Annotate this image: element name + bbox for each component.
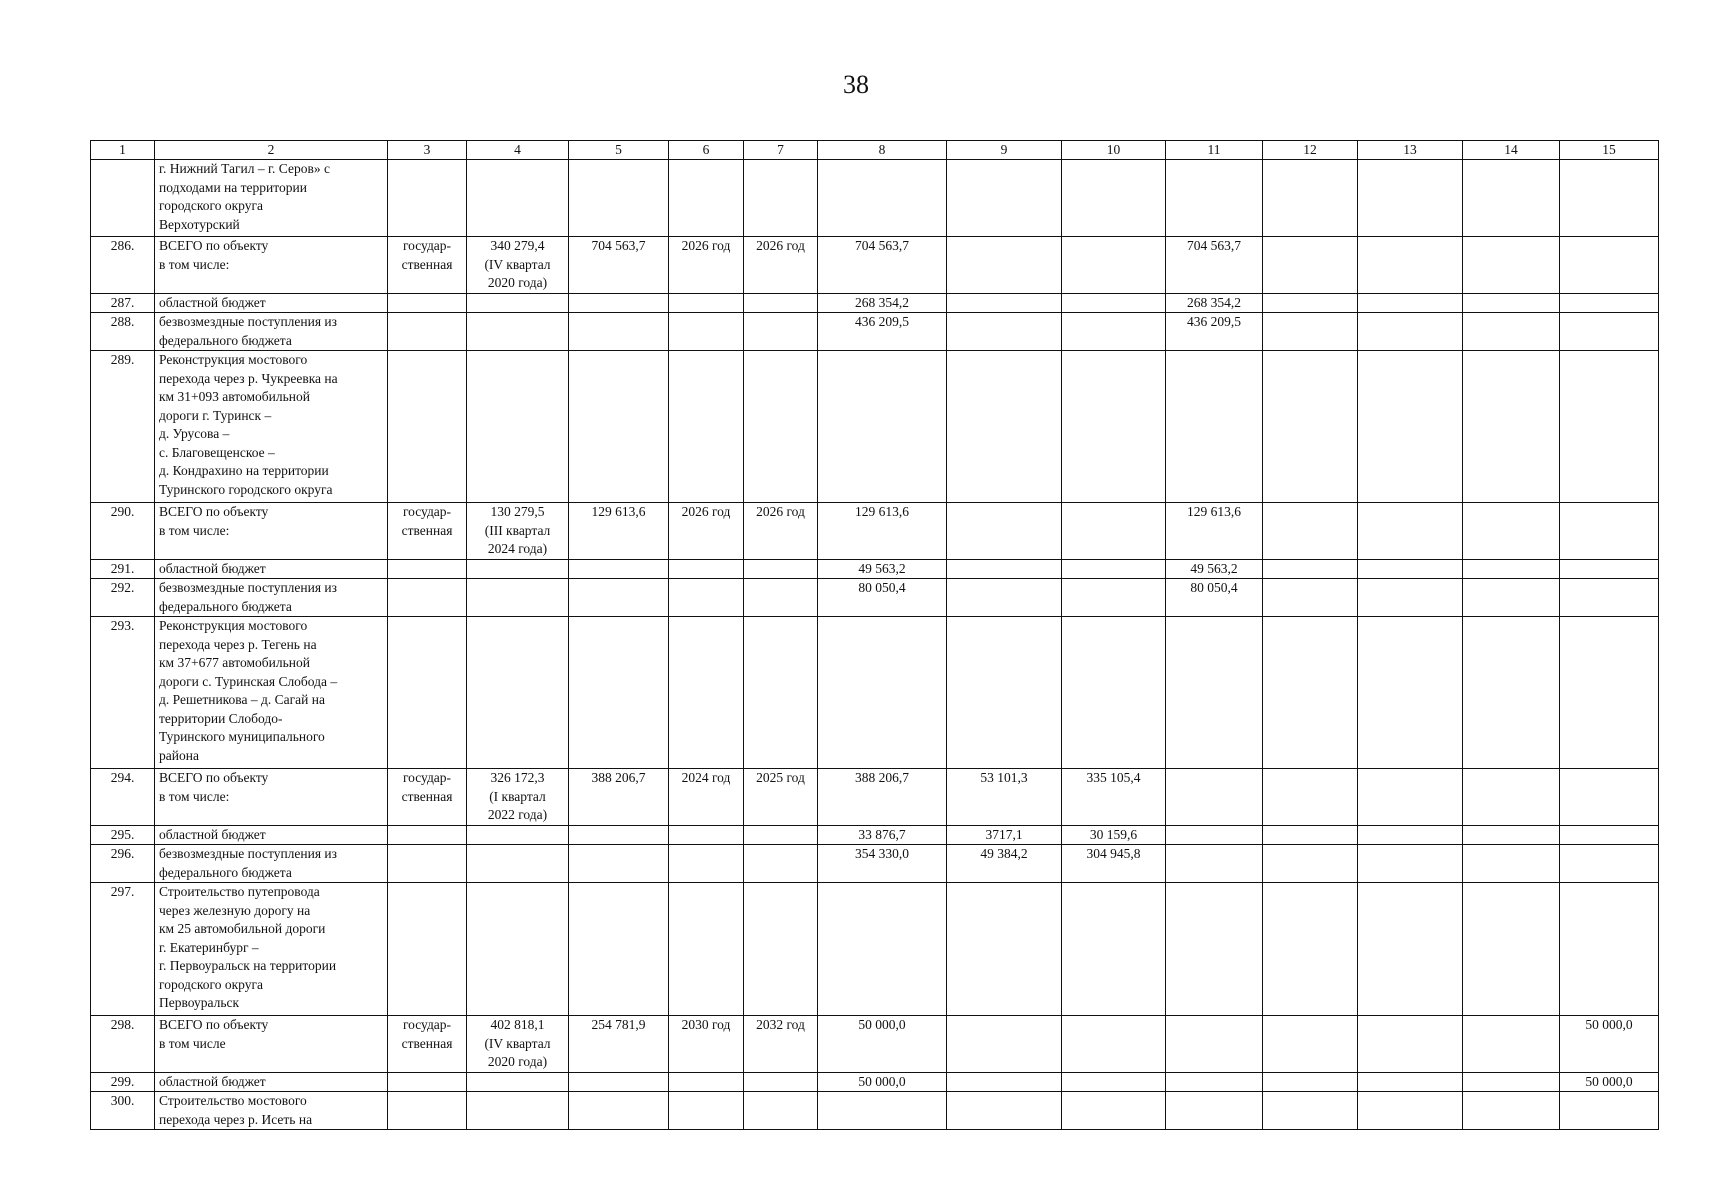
table-row bbox=[91, 1072, 1659, 1092]
table-cell bbox=[744, 293, 818, 313]
table-cell bbox=[1358, 883, 1463, 1016]
table-cell: 268 354,2 bbox=[818, 293, 947, 313]
table-cell bbox=[1062, 313, 1166, 351]
table-cell bbox=[467, 351, 569, 503]
table-cell: 2025 год bbox=[744, 769, 818, 826]
table-cell bbox=[1560, 160, 1659, 237]
table-cell bbox=[1560, 503, 1659, 560]
table-cell bbox=[744, 559, 818, 579]
table-cell bbox=[1560, 293, 1659, 313]
table-cell bbox=[947, 1016, 1062, 1073]
description-cell: ВСЕГО по объекту в том числе: bbox=[155, 769, 388, 826]
table-cell bbox=[1263, 237, 1358, 294]
column-header: 10 bbox=[1062, 141, 1166, 160]
row-number-cell bbox=[91, 160, 155, 237]
table-cell bbox=[1358, 503, 1463, 560]
table-cell bbox=[1358, 769, 1463, 826]
table-cell bbox=[1358, 825, 1463, 845]
table-cell bbox=[569, 160, 669, 237]
description-cell: областной бюджет bbox=[155, 1072, 388, 1092]
table-cell: 80 050,4 bbox=[818, 579, 947, 617]
table-cell bbox=[1560, 559, 1659, 579]
column-header: 7 bbox=[744, 141, 818, 160]
row-number-cell: 299. bbox=[91, 1072, 155, 1092]
table-row bbox=[91, 559, 1659, 579]
table-cell bbox=[1560, 769, 1659, 826]
table-cell bbox=[1463, 883, 1560, 1016]
description-cell: безвозмездные поступления из федерального бюджета bbox=[155, 313, 388, 351]
table-cell bbox=[1166, 617, 1263, 769]
table-cell bbox=[947, 579, 1062, 617]
table-cell bbox=[1166, 845, 1263, 883]
description-cell: областной бюджет bbox=[155, 825, 388, 845]
table-cell bbox=[947, 313, 1062, 351]
table-cell bbox=[744, 1072, 818, 1092]
table-cell: 2026 год bbox=[744, 503, 818, 560]
table-cell bbox=[1166, 1092, 1263, 1130]
table-cell bbox=[1463, 313, 1560, 351]
table-cell bbox=[467, 845, 569, 883]
table-cell bbox=[1062, 1092, 1166, 1130]
table-cell bbox=[388, 883, 467, 1016]
table-cell bbox=[947, 160, 1062, 237]
table-cell bbox=[569, 579, 669, 617]
table-body bbox=[91, 160, 1659, 1130]
table-cell: 49 563,2 bbox=[1166, 559, 1263, 579]
table-cell bbox=[744, 845, 818, 883]
column-header: 6 bbox=[669, 141, 744, 160]
table-cell bbox=[1062, 617, 1166, 769]
table-cell bbox=[1560, 825, 1659, 845]
table-cell bbox=[1560, 313, 1659, 351]
table-cell bbox=[1463, 1016, 1560, 1073]
table-cell: 704 563,7 bbox=[818, 237, 947, 294]
table-cell bbox=[669, 313, 744, 351]
table-cell bbox=[569, 313, 669, 351]
table-cell bbox=[744, 160, 818, 237]
table-cell: 436 209,5 bbox=[818, 313, 947, 351]
table-cell: 53 101,3 bbox=[947, 769, 1062, 826]
table-cell bbox=[1062, 1072, 1166, 1092]
table-cell: государ- ственная bbox=[388, 237, 467, 294]
table-cell bbox=[569, 845, 669, 883]
table-cell bbox=[1062, 579, 1166, 617]
budget-table bbox=[90, 140, 1659, 1130]
table-cell bbox=[467, 1072, 569, 1092]
table-cell bbox=[1062, 1016, 1166, 1073]
table-cell bbox=[744, 313, 818, 351]
table-cell bbox=[1358, 845, 1463, 883]
table-cell bbox=[1463, 293, 1560, 313]
table-cell: 130 279,5 (III квартал 2024 года) bbox=[467, 503, 569, 560]
description-cell: г. Нижний Тагил – г. Серов» с подходами на территории городского округа Верхотурский bbox=[155, 160, 388, 237]
table-cell bbox=[1560, 845, 1659, 883]
table-cell: 2026 год bbox=[669, 237, 744, 294]
table-cell bbox=[1062, 160, 1166, 237]
table-cell bbox=[669, 1092, 744, 1130]
column-header: 15 bbox=[1560, 141, 1659, 160]
table-cell: 129 613,6 bbox=[1166, 503, 1263, 560]
table-cell: 3717,1 bbox=[947, 825, 1062, 845]
table-cell bbox=[1263, 617, 1358, 769]
table-cell bbox=[818, 351, 947, 503]
table-cell bbox=[1560, 237, 1659, 294]
table-cell bbox=[1463, 1092, 1560, 1130]
table-cell: государ- ственная bbox=[388, 1016, 467, 1073]
table-cell bbox=[1166, 351, 1263, 503]
table-cell bbox=[744, 351, 818, 503]
table-cell bbox=[1463, 845, 1560, 883]
description-cell: Реконструкция мостового перехода через р. Тегень на км 37+677 автомобильной дороги с. Туринская Слобода – д. Решетникова – д. Сагай на территории Слободо- Туринского муниципального района bbox=[155, 617, 388, 769]
description-cell: Реконструкция мостового перехода через р. Чукреевка на км 31+093 автомобильной дороги г. Туринск – д. Урусова – с. Благовещенское – д. Кондрахино на территории Туринского городского округа bbox=[155, 351, 388, 503]
column-header: 5 bbox=[569, 141, 669, 160]
table-cell: 50 000,0 bbox=[1560, 1072, 1659, 1092]
table-cell bbox=[1560, 579, 1659, 617]
column-header: 3 bbox=[388, 141, 467, 160]
column-header: 14 bbox=[1463, 141, 1560, 160]
table-cell bbox=[388, 1092, 467, 1130]
table-cell bbox=[1358, 351, 1463, 503]
table-cell bbox=[388, 293, 467, 313]
table-cell bbox=[669, 825, 744, 845]
table-cell bbox=[818, 1092, 947, 1130]
table-row bbox=[91, 293, 1659, 313]
table-cell bbox=[1062, 559, 1166, 579]
table-cell bbox=[1062, 883, 1166, 1016]
table-cell: 2030 год bbox=[669, 1016, 744, 1073]
table-cell bbox=[1463, 559, 1560, 579]
row-number-cell: 296. bbox=[91, 845, 155, 883]
description-cell: Строительство путепровода через железную дорогу на км 25 автомобильной дороги г. Екатеринбург – г. Первоуральск на территории городского округа Первоуральск bbox=[155, 883, 388, 1016]
table-cell: 388 206,7 bbox=[569, 769, 669, 826]
table-cell bbox=[947, 351, 1062, 503]
table-cell: 50 000,0 bbox=[1560, 1016, 1659, 1073]
table-cell bbox=[388, 313, 467, 351]
table-cell bbox=[388, 845, 467, 883]
table-cell bbox=[744, 825, 818, 845]
table-cell bbox=[1358, 237, 1463, 294]
row-number-cell: 300. bbox=[91, 1092, 155, 1130]
row-number-cell: 288. bbox=[91, 313, 155, 351]
table-cell bbox=[388, 351, 467, 503]
table-cell: 704 563,7 bbox=[1166, 237, 1263, 294]
table-row bbox=[91, 160, 1659, 237]
table-cell bbox=[947, 503, 1062, 560]
table-row bbox=[91, 1016, 1659, 1073]
table-cell bbox=[1358, 1072, 1463, 1092]
row-number-cell: 293. bbox=[91, 617, 155, 769]
table-cell bbox=[1463, 769, 1560, 826]
table-cell bbox=[1166, 883, 1263, 1016]
table-row bbox=[91, 883, 1659, 1016]
table-cell bbox=[744, 883, 818, 1016]
description-cell: ВСЕГО по объекту в том числе: bbox=[155, 237, 388, 294]
table-cell bbox=[1463, 503, 1560, 560]
table-cell bbox=[947, 1072, 1062, 1092]
row-number-cell: 289. bbox=[91, 351, 155, 503]
table-cell bbox=[818, 883, 947, 1016]
table-cell bbox=[1263, 883, 1358, 1016]
description-cell: безвозмездные поступления из федерального бюджета bbox=[155, 579, 388, 617]
table-cell bbox=[947, 559, 1062, 579]
table-cell bbox=[1358, 1092, 1463, 1130]
table-cell bbox=[569, 825, 669, 845]
table-cell bbox=[388, 1072, 467, 1092]
table-cell: 129 613,6 bbox=[569, 503, 669, 560]
table-cell: 33 876,7 bbox=[818, 825, 947, 845]
table-cell bbox=[467, 313, 569, 351]
table-cell: 2024 год bbox=[669, 769, 744, 826]
table-cell bbox=[1463, 237, 1560, 294]
table-cell bbox=[388, 825, 467, 845]
table-cell bbox=[1263, 313, 1358, 351]
table-cell bbox=[669, 845, 744, 883]
table-cell bbox=[1358, 160, 1463, 237]
table-cell bbox=[1062, 351, 1166, 503]
table-cell bbox=[1463, 1072, 1560, 1092]
row-number-cell: 298. bbox=[91, 1016, 155, 1073]
table-cell: 326 172,3 (I квартал 2022 года) bbox=[467, 769, 569, 826]
description-cell: безвозмездные поступления из федерального бюджета bbox=[155, 845, 388, 883]
table-cell bbox=[388, 559, 467, 579]
table-cell bbox=[1263, 351, 1358, 503]
table-cell bbox=[947, 1092, 1062, 1130]
table-cell bbox=[467, 293, 569, 313]
table-cell bbox=[1166, 1072, 1263, 1092]
table-cell: 2032 год bbox=[744, 1016, 818, 1073]
table-row bbox=[91, 769, 1659, 826]
table-row bbox=[91, 237, 1659, 294]
table-cell bbox=[1463, 825, 1560, 845]
table-row bbox=[91, 503, 1659, 560]
column-header: 1 bbox=[91, 141, 155, 160]
description-cell: ВСЕГО по объекту в том числе: bbox=[155, 503, 388, 560]
table-cell bbox=[569, 559, 669, 579]
table-row bbox=[91, 845, 1659, 883]
table-cell bbox=[569, 883, 669, 1016]
table-cell bbox=[1062, 237, 1166, 294]
table-cell bbox=[1463, 351, 1560, 503]
table-cell bbox=[467, 617, 569, 769]
table-cell bbox=[467, 825, 569, 845]
table-row bbox=[91, 313, 1659, 351]
column-header: 11 bbox=[1166, 141, 1263, 160]
table-cell bbox=[947, 293, 1062, 313]
table-cell bbox=[1263, 1092, 1358, 1130]
table-cell bbox=[1263, 293, 1358, 313]
table-cell: государ- ственная bbox=[388, 769, 467, 826]
table-row bbox=[91, 617, 1659, 769]
table-cell: 80 050,4 bbox=[1166, 579, 1263, 617]
table-cell bbox=[467, 559, 569, 579]
table-cell bbox=[818, 617, 947, 769]
table-cell bbox=[1358, 313, 1463, 351]
row-number-cell: 291. bbox=[91, 559, 155, 579]
table-cell bbox=[1358, 1016, 1463, 1073]
table-cell bbox=[467, 160, 569, 237]
table-row bbox=[91, 579, 1659, 617]
table-cell bbox=[1358, 617, 1463, 769]
column-header: 13 bbox=[1358, 141, 1463, 160]
table-cell bbox=[1560, 617, 1659, 769]
table-cell bbox=[1358, 559, 1463, 579]
table-cell bbox=[467, 579, 569, 617]
table-cell bbox=[1560, 883, 1659, 1016]
table-cell bbox=[1263, 503, 1358, 560]
table-cell bbox=[467, 1092, 569, 1130]
table-cell bbox=[1560, 351, 1659, 503]
table-row bbox=[91, 825, 1659, 845]
table-cell: 402 818,1 (IV квартал 2020 года) bbox=[467, 1016, 569, 1073]
column-header: 12 bbox=[1263, 141, 1358, 160]
table-cell bbox=[1062, 503, 1166, 560]
table-cell bbox=[569, 617, 669, 769]
table-cell: 50 000,0 bbox=[818, 1072, 947, 1092]
table-row bbox=[91, 1092, 1659, 1130]
table-cell: 354 330,0 bbox=[818, 845, 947, 883]
table-cell bbox=[669, 160, 744, 237]
table-cell bbox=[569, 351, 669, 503]
table-cell bbox=[744, 1092, 818, 1130]
table-cell bbox=[947, 617, 1062, 769]
table-cell bbox=[818, 160, 947, 237]
table-row bbox=[91, 351, 1659, 503]
row-number-cell: 287. bbox=[91, 293, 155, 313]
table-cell bbox=[669, 579, 744, 617]
page-number: 38 bbox=[843, 70, 869, 99]
table-cell bbox=[1263, 769, 1358, 826]
column-header: 8 bbox=[818, 141, 947, 160]
table-cell bbox=[669, 617, 744, 769]
table-cell bbox=[1263, 559, 1358, 579]
description-cell: областной бюджет bbox=[155, 559, 388, 579]
table-cell: 2026 год bbox=[669, 503, 744, 560]
table-cell bbox=[669, 559, 744, 579]
column-header: 4 bbox=[467, 141, 569, 160]
row-number-cell: 297. bbox=[91, 883, 155, 1016]
table-cell bbox=[669, 293, 744, 313]
row-number-cell: 290. bbox=[91, 503, 155, 560]
table-cell bbox=[388, 579, 467, 617]
table-cell bbox=[1263, 1016, 1358, 1073]
table-cell bbox=[744, 579, 818, 617]
table-cell: государ- ственная bbox=[388, 503, 467, 560]
header-row bbox=[91, 141, 1659, 160]
description-cell: ВСЕГО по объекту в том числе bbox=[155, 1016, 388, 1073]
table-cell bbox=[1463, 579, 1560, 617]
column-header: 9 bbox=[947, 141, 1062, 160]
table-cell: 129 613,6 bbox=[818, 503, 947, 560]
table-cell: 268 354,2 bbox=[1166, 293, 1263, 313]
table-cell bbox=[569, 1092, 669, 1130]
table-cell bbox=[1263, 160, 1358, 237]
table-cell bbox=[1560, 1092, 1659, 1130]
table-cell bbox=[388, 617, 467, 769]
table-cell bbox=[669, 351, 744, 503]
table-cell: 436 209,5 bbox=[1166, 313, 1263, 351]
table-cell bbox=[1263, 579, 1358, 617]
row-number-cell: 294. bbox=[91, 769, 155, 826]
description-cell: областной бюджет bbox=[155, 293, 388, 313]
table-cell: 304 945,8 bbox=[1062, 845, 1166, 883]
table-cell: 340 279,4 (IV квартал 2020 года) bbox=[467, 237, 569, 294]
table-cell bbox=[1358, 293, 1463, 313]
table-cell bbox=[569, 293, 669, 313]
table-cell: 49 384,2 bbox=[947, 845, 1062, 883]
table-cell bbox=[1166, 160, 1263, 237]
table-cell bbox=[947, 237, 1062, 294]
row-number-cell: 286. bbox=[91, 237, 155, 294]
table-cell bbox=[669, 1072, 744, 1092]
table-cell bbox=[569, 1072, 669, 1092]
table-cell bbox=[388, 160, 467, 237]
table-cell: 2026 год bbox=[744, 237, 818, 294]
table-cell bbox=[467, 883, 569, 1016]
column-header: 2 bbox=[155, 141, 388, 160]
table-cell: 335 105,4 bbox=[1062, 769, 1166, 826]
table-cell bbox=[1463, 617, 1560, 769]
table-cell bbox=[1358, 579, 1463, 617]
table-cell: 254 781,9 bbox=[569, 1016, 669, 1073]
table-cell bbox=[947, 883, 1062, 1016]
row-number-cell: 295. bbox=[91, 825, 155, 845]
table-cell: 50 000,0 bbox=[818, 1016, 947, 1073]
table-cell: 388 206,7 bbox=[818, 769, 947, 826]
table-cell: 30 159,6 bbox=[1062, 825, 1166, 845]
table-cell bbox=[669, 883, 744, 1016]
table-cell bbox=[1166, 1016, 1263, 1073]
table-cell bbox=[1263, 1072, 1358, 1092]
table-cell bbox=[1166, 825, 1263, 845]
table-cell: 704 563,7 bbox=[569, 237, 669, 294]
table-cell bbox=[1166, 769, 1263, 826]
table-cell bbox=[1263, 845, 1358, 883]
table-cell bbox=[744, 617, 818, 769]
table-cell bbox=[1062, 293, 1166, 313]
row-number-cell: 292. bbox=[91, 579, 155, 617]
table-cell bbox=[1463, 160, 1560, 237]
table-cell bbox=[1263, 825, 1358, 845]
description-cell: Строительство мостового перехода через р. Исеть на bbox=[155, 1092, 388, 1130]
table-cell: 49 563,2 bbox=[818, 559, 947, 579]
